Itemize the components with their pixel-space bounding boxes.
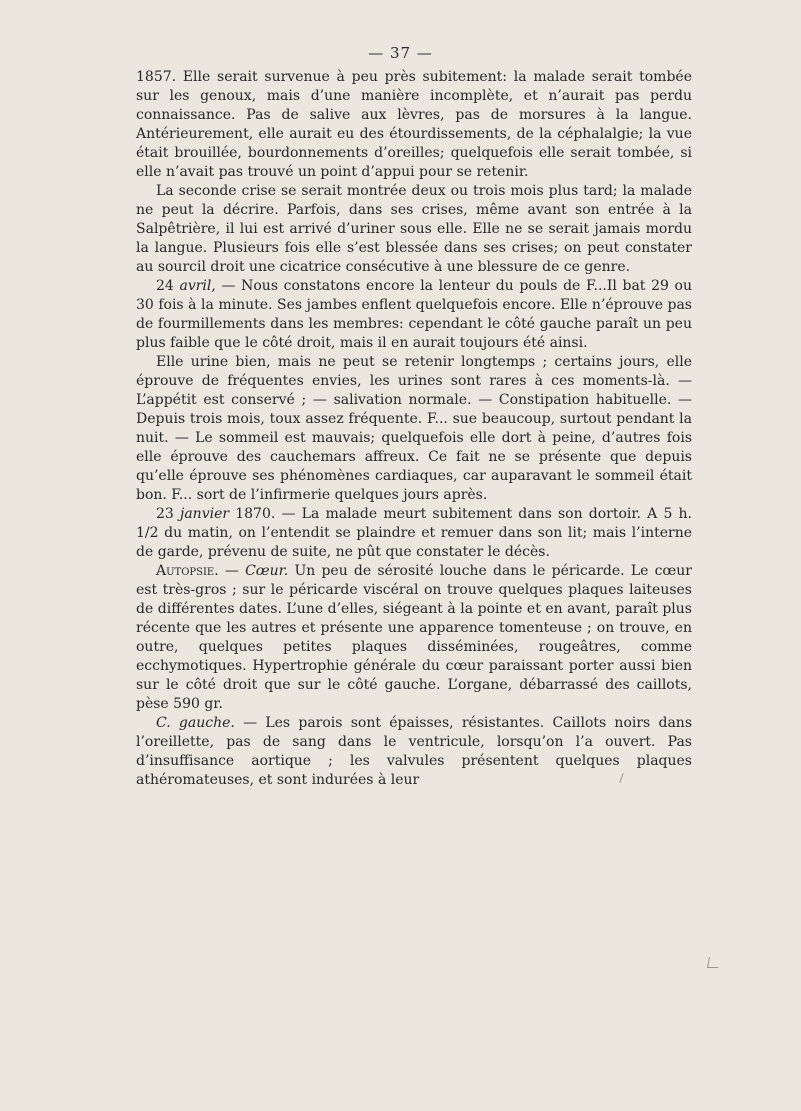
- paragraph: [136, 714, 692, 790]
- text-segment: avril: [179, 278, 212, 294]
- text-segment: janvier: [179, 506, 230, 522]
- paragraph: [136, 353, 692, 505]
- text-segment: Elle urine bien, mais ne peut se retenir longtemps ; certains jours, elle éprouve de fréquentes envies, les urines sont rares à ces moments-là. — L’appétit est conservé ; — salivation normale. — Constipation habituelle. — Depuis trois mois, toux assez fréquente. F... sue beaucoup, surtout pendant la nuit. — Le sommeil est mauvais; quelquefois elle dort à peine, d’autres fois elle éprouve des cauchemars affreux. Ce fait ne se présente que depuis qu’elle éprouve ses phénomènes cardiaques, car auparavant le sommeil était bon. F... sort de l’infirmerie quelques jours après.: [136, 354, 692, 503]
- paragraph: [136, 277, 692, 353]
- paragraph: [136, 182, 692, 277]
- text-segment: Cœur.: [245, 563, 289, 579]
- paragraph: [136, 68, 692, 182]
- text-segment: 1870. — La malade meurt subitement dans son dortoir. A 5 h. 1/2 du matin, on l’entendit se plaindre et remuer dans son lit; mais l’interne de garde, prévenu de suite, ne pût que constater le décès.: [136, 506, 692, 560]
- body-text: [136, 68, 692, 790]
- text-segment: 24: [156, 278, 180, 294]
- text-segment: La seconde crise se serait montrée deux ou trois mois plus tard; la malade ne peut la décrire. Parfois, dans ses crises, même avant son entrée à la Salpêtrière, il lui est arrivé d’uriner sous elle. Elle ne se serait jamais mordu la langue. Plusieurs fois elle s’est blessée dans ses crises; on peut constater au sourcil droit une cicatrice consécutive à une blessure de ce genre.: [136, 183, 692, 275]
- text-segment: 1857. Elle serait survenue à peu près subitement: la malade serait tombée sur les genoux, mais d’une manière incomplète, et n’aurait pas perdu connaissance. Pas de salive aux lèvres, pas de morsures à la langue. Antérieurement, elle aurait eu des étourdissements, de la céphalalgie; la vue était brouillée, bourdonnements d’oreilles; quelquefois elle serait tombée, si elle n’avait pas trouvé un point d’appui pour se retenir.: [136, 69, 692, 180]
- text-segment: , — Nous constatons encore la lenteur du pouls de F...Il bat 29 ou 30 fois à la minute. Ses jambes enflent quelquefois encore. Elle n’éprouve pas de fourmillements dans les membres: cependant le côté gauche paraît un peu plus faible que le côté droit, mais il en aurait toujours été ainsi.: [136, 278, 692, 351]
- text-segment: 23: [156, 506, 180, 522]
- paragraph: [136, 505, 692, 562]
- text-segment: Un peu de sérosité louche dans le péricarde. Le cœur est très-gros ; sur le péricarde viscéral on trouve quelques plaques laiteuses de différentes dates. L’une d’elles, siégeant à la pointe et en avant, paraît plus récente que les autres et présente une apparence tomenteuse ; on trouve, en outre, quelques petites plaques disséminées, rougeâtres, comme ecchymotiques. Hypertrophie générale du cœur paraissant porter aussi bien sur le côté droit que sur le côté gauche. L’organe, débarrassé des caillots, pèse 590 gr.: [136, 563, 692, 712]
- text-segment: Autopsie.: [156, 563, 219, 579]
- text-segment: —: [218, 563, 246, 579]
- pencil-check-mark: [707, 957, 720, 968]
- paragraph: [136, 562, 692, 714]
- text-segment: — Les parois sont épaisses, résistantes. Caillots noirs dans l’oreillette, pas de sang dans le ventricule, lorsqu’on l’a ouvert. Pas d’insuffisance aortique ; les valvules présentent quelques plaques athéromateuses, et sont indurées à leur: [136, 715, 692, 788]
- text-segment: C. gauche.: [156, 715, 235, 731]
- page-number: — 37 —: [368, 44, 433, 62]
